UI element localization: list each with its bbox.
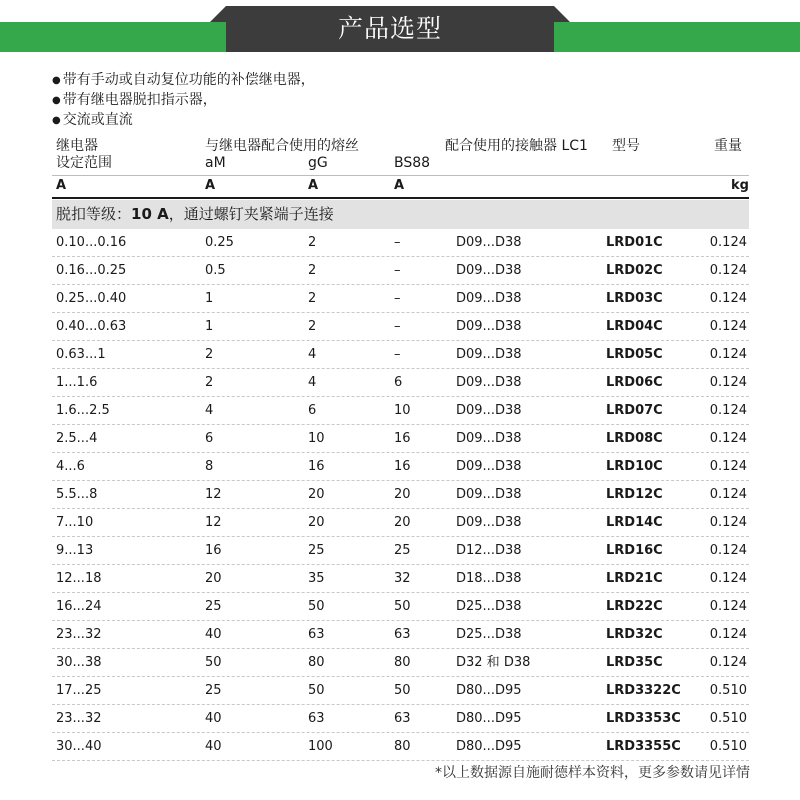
cell-contactor: D09...D38 [456, 291, 522, 306]
header-am: aM [205, 155, 226, 171]
header-divider [52, 175, 749, 176]
table-row [52, 481, 749, 509]
cell-model: LRD21C [606, 571, 663, 586]
cell-gg: 2 [308, 235, 317, 250]
banner-left-notch [210, 6, 226, 22]
cell-bs88: – [394, 347, 401, 362]
unit-range: A [56, 178, 67, 193]
section-prefix: 脱扣等级： [56, 205, 132, 223]
cell-model: LRD02C [606, 263, 663, 278]
cell-bs88: 32 [394, 571, 411, 586]
cell-weight: 0.124 [709, 655, 747, 670]
cell-bs88: 50 [394, 683, 411, 698]
cell-range: 4...6 [56, 459, 85, 474]
cell-gg: 50 [308, 599, 325, 614]
cell-am: 2 [205, 347, 214, 362]
cell-range: 7...10 [56, 515, 94, 530]
feature-item: ● 带有手动或自动复位功能的补偿继电器， [52, 70, 315, 90]
cell-am: 2 [205, 375, 214, 390]
table-row [52, 397, 749, 425]
cell-am: 40 [205, 739, 222, 754]
cell-gg: 10 [308, 431, 325, 446]
cell-contactor: D80...D95 [456, 683, 522, 698]
cell-gg: 100 [308, 739, 333, 754]
cell-range: 1.6...2.5 [56, 403, 110, 418]
cell-range: 0.10...0.16 [56, 235, 127, 250]
cell-range: 9...13 [56, 543, 94, 558]
cell-gg: 80 [308, 655, 325, 670]
table-row [52, 509, 749, 537]
cell-range: 30...40 [56, 739, 102, 754]
cell-gg: 63 [308, 627, 325, 642]
header-gg: gG [308, 155, 328, 171]
cell-contactor: D25...D38 [456, 627, 522, 642]
cell-gg: 2 [308, 263, 317, 278]
cell-am: 1 [205, 291, 214, 306]
cell-range: 1...1.6 [56, 375, 98, 390]
page-title: 产品选型 [337, 14, 442, 43]
cell-bs88: – [394, 319, 401, 334]
cell-model: LRD07C [606, 403, 663, 418]
header-range: 继电器 设定范围 [56, 138, 112, 171]
cell-contactor: D09...D38 [456, 431, 522, 446]
cell-weight: 0.124 [709, 599, 747, 614]
footnote: *以上数据源自施耐德样本资料，更多参数请见详情 [435, 765, 750, 781]
feature-list [52, 70, 315, 130]
cell-model: LRD12C [606, 487, 663, 502]
cell-contactor: D09...D38 [456, 235, 522, 250]
cell-weight: 0.124 [709, 571, 747, 586]
cell-gg: 20 [308, 487, 325, 502]
cell-contactor: D09...D38 [456, 459, 522, 474]
unit-bs88: A [394, 178, 405, 193]
cell-weight: 0.124 [709, 291, 747, 306]
table-row [52, 285, 749, 313]
header-fuse-group: 与继电器配合使用的熔丝 [205, 138, 359, 154]
cell-am: 6 [205, 431, 214, 446]
cell-gg: 63 [308, 711, 325, 726]
cell-am: 0.5 [205, 263, 226, 278]
cell-bs88: 16 [394, 459, 411, 474]
cell-am: 8 [205, 459, 214, 474]
cell-range: 12...18 [56, 571, 102, 586]
cell-weight: 0.124 [709, 487, 747, 502]
cell-gg: 16 [308, 459, 325, 474]
cell-model: LRD16C [606, 543, 663, 558]
cell-am: 4 [205, 403, 214, 418]
cell-am: 25 [205, 599, 222, 614]
table-row [52, 621, 749, 649]
cell-bs88: – [394, 235, 401, 250]
cell-contactor: D09...D38 [456, 403, 522, 418]
cell-model: LRD10C [606, 459, 663, 474]
cell-gg: 25 [308, 543, 325, 558]
cell-weight: 0.124 [709, 459, 747, 474]
table-row [52, 453, 749, 481]
cell-model: LRD14C [606, 515, 663, 530]
cell-bs88: 80 [394, 655, 411, 670]
cell-am: 50 [205, 655, 222, 670]
cell-range: 5.5...8 [56, 487, 98, 502]
cell-gg: 4 [308, 347, 317, 362]
cell-gg: 2 [308, 291, 317, 306]
cell-model: LRD3355C [606, 739, 681, 754]
table-row [52, 229, 749, 257]
cell-model: LRD35C [606, 655, 663, 670]
table-row [52, 649, 749, 677]
table-row [52, 705, 749, 733]
cell-bs88: 16 [394, 431, 411, 446]
cell-contactor: D09...D38 [456, 515, 522, 530]
table-row [52, 537, 749, 565]
cell-bs88: 20 [394, 515, 411, 530]
cell-bs88: 10 [394, 403, 411, 418]
cell-model: LRD3353C [606, 711, 681, 726]
cell-model: LRD06C [606, 375, 663, 390]
banner-right-notch [554, 6, 570, 22]
feature-item: ● 交流或直流 [52, 110, 315, 130]
cell-gg: 6 [308, 403, 317, 418]
table-row [52, 565, 749, 593]
cell-model: LRD03C [606, 291, 663, 306]
cell-bs88: 20 [394, 487, 411, 502]
cell-contactor: D80...D95 [456, 711, 522, 726]
cell-contactor: D12...D38 [456, 543, 522, 558]
cell-weight: 0.124 [709, 543, 747, 558]
section-value: 10 A [131, 205, 169, 223]
cell-gg: 50 [308, 683, 325, 698]
cell-contactor: D09...D38 [456, 263, 522, 278]
header-weight: 重量 [714, 138, 742, 154]
cell-contactor: D18...D38 [456, 571, 522, 586]
header-model: 型号 [612, 138, 640, 154]
cell-am: 20 [205, 571, 222, 586]
cell-weight: 0.124 [709, 431, 747, 446]
cell-model: LRD08C [606, 431, 663, 446]
cell-bs88: 50 [394, 599, 411, 614]
unit-am: A [205, 178, 216, 193]
cell-bs88: 25 [394, 543, 411, 558]
table-row [52, 341, 749, 369]
cell-contactor: D80...D95 [456, 739, 522, 754]
cell-bs88: 80 [394, 739, 411, 754]
section-header [52, 200, 749, 229]
table-row [52, 593, 749, 621]
section-suffix: ，通过螺钉夹紧端子连接 [168, 205, 334, 223]
header-contactor: 配合使用的接触器 LC1 [445, 138, 588, 154]
table-row [52, 677, 749, 705]
cell-contactor: D25...D38 [456, 599, 522, 614]
cell-weight: 0.124 [709, 375, 747, 390]
cell-range: 17...25 [56, 683, 102, 698]
cell-contactor: D09...D38 [456, 487, 522, 502]
cell-range: 23...32 [56, 627, 102, 642]
units-divider [52, 197, 749, 199]
header-bs88: BS88 [394, 155, 431, 171]
unit-weight: kg [731, 178, 749, 193]
cell-bs88: 63 [394, 711, 411, 726]
cell-bs88: 6 [394, 375, 403, 390]
cell-contactor: D32 和 D38 [456, 655, 531, 670]
cell-model: LRD04C [606, 319, 663, 334]
table-row [52, 733, 749, 761]
cell-range: 0.25...0.40 [56, 291, 127, 306]
cell-bs88: – [394, 291, 401, 306]
table-row [52, 313, 749, 341]
cell-contactor: D09...D38 [456, 375, 522, 390]
cell-am: 1 [205, 319, 214, 334]
cell-gg: 2 [308, 319, 317, 334]
cell-weight: 0.510 [709, 683, 747, 698]
cell-weight: 0.510 [709, 739, 747, 754]
cell-gg: 35 [308, 571, 325, 586]
cell-weight: 0.124 [709, 347, 747, 362]
cell-gg: 20 [308, 515, 325, 530]
cell-range: 30...38 [56, 655, 102, 670]
cell-range: 0.40...0.63 [56, 319, 127, 334]
cell-range: 0.63...1 [56, 347, 106, 362]
cell-weight: 0.510 [709, 711, 747, 726]
cell-am: 40 [205, 711, 222, 726]
cell-am: 25 [205, 683, 222, 698]
table-row [52, 257, 749, 285]
cell-range: 2.5...4 [56, 431, 98, 446]
cell-model: LRD01C [606, 235, 663, 250]
product-table [52, 229, 749, 761]
table-row [52, 369, 749, 397]
cell-contactor: D09...D38 [456, 347, 522, 362]
cell-weight: 0.124 [709, 235, 747, 250]
cell-am: 0.25 [205, 235, 234, 250]
cell-range: 23...32 [56, 711, 102, 726]
cell-am: 12 [205, 515, 222, 530]
cell-model: LRD3322C [606, 683, 681, 698]
cell-model: LRD22C [606, 599, 663, 614]
cell-weight: 0.124 [709, 319, 747, 334]
unit-gg: A [308, 178, 319, 193]
cell-weight: 0.124 [709, 627, 747, 642]
cell-am: 16 [205, 543, 222, 558]
table-row [52, 425, 749, 453]
cell-model: LRD05C [606, 347, 663, 362]
cell-range: 16...24 [56, 599, 102, 614]
cell-contactor: D09...D38 [456, 319, 522, 334]
cell-bs88: 63 [394, 627, 411, 642]
cell-range: 0.16...0.25 [56, 263, 127, 278]
cell-weight: 0.124 [709, 515, 747, 530]
cell-bs88: – [394, 263, 401, 278]
cell-model: LRD32C [606, 627, 663, 642]
cell-am: 12 [205, 487, 222, 502]
cell-weight: 0.124 [709, 403, 747, 418]
cell-am: 40 [205, 627, 222, 642]
cell-weight: 0.124 [709, 263, 747, 278]
feature-item: ● 带有继电器脱扣指示器， [52, 90, 315, 110]
cell-gg: 4 [308, 375, 317, 390]
